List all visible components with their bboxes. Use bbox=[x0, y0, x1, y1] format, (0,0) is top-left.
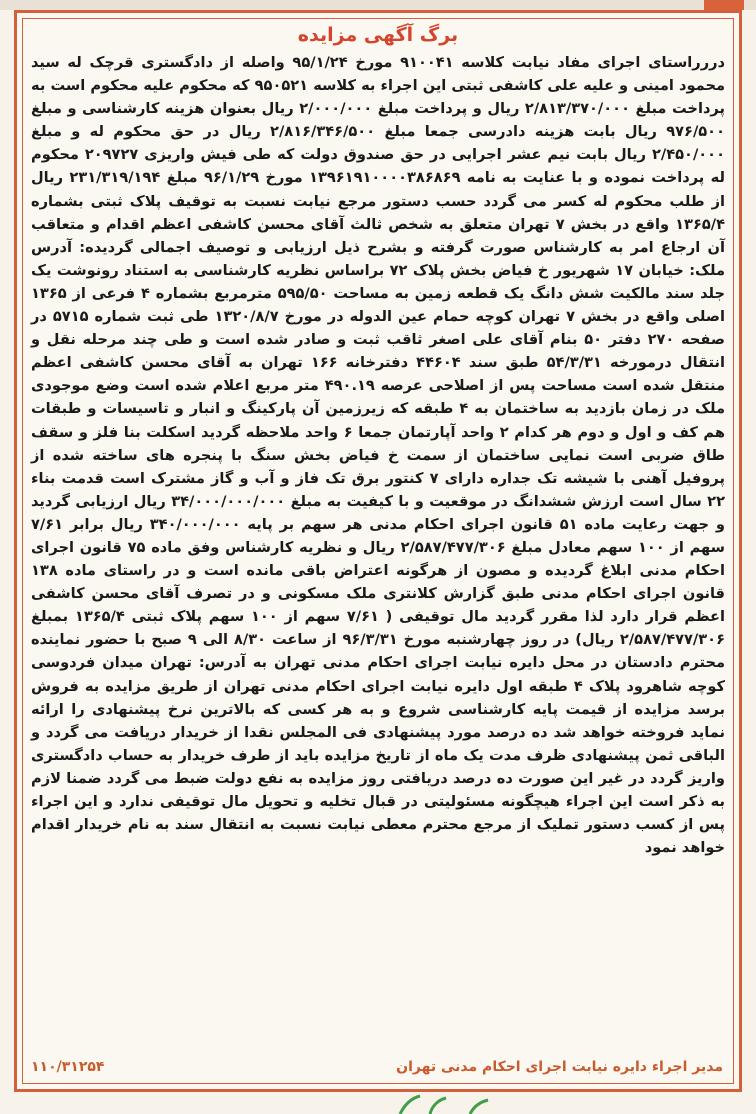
top-strip bbox=[0, 0, 756, 10]
notice-title: برگ آگهی مزایده bbox=[297, 24, 459, 46]
bottom-ornament bbox=[0, 1094, 756, 1114]
notice-ref-number: ۱۱۰/۳۱۲۵۴ bbox=[31, 1059, 105, 1075]
notice-signature: مدیر اجراء دایره نیابت اجرای احکام مدنی تهران bbox=[396, 1059, 723, 1075]
notice-body bbox=[31, 51, 725, 859]
notice-frame bbox=[14, 10, 742, 1092]
notice-body-paragraph: دررراستای اجرای مفاد نیابت کلاسه ۹۱۰۰۴۱ مورخ ۹۵/۱/۲۴ واصله از دادگستری قرچک له سید محمود امینی و علیه علی کاشفی ثبتی این اجراء به کلاسه ۹۵۰۵۲۱ که محکوم علیه محکوم است به پرداخت مبلغ ۲/۸۱۳/۳۷۰/۰۰۰ ریال و پرداخت مبلغ ۲/۰۰۰/۰۰۰ ریال بعنوان هزینه کارشناسی و مبلغ ۹۷۶/۵۰۰ ریال بابت هزینه دادرسی جمعا مبلغ ۲/۸۱۶/۳۴۶/۵۰۰ ریال در حق محکوم له و مبلغ ۲/۴۵۰/۰۰۰ ریال بابت نیم عشر اجرایی در حق صندوق دولت که طی فیش واریزی ۲۰۹۷۲۷ محکوم له پرداخت نموده و با عنایت به نامه ۱۳۹۶۱۹۱۰۰۰۰۳۸۶۸۶۹ مورخ ۹۶/۱/۲۹ مبلغ ۲۳۱/۳۱۹/۱۹۴ ریال از طلب محکوم له کسر می گردد حسب دستور مرجع نیابت نسبت به توقیف پلاک ثبتی بشماره ۱۳۶۵/۴ واقع در بخش ۷ تهران متعلق به شخص ثالث آقای محسن کاشفی اعظم اقدام و متعاقب آن ارجاع امر به کارشناس صورت گرفته و بشرح ذیل ارزیابی و توصیف اجمالی گردیده: آدرس ملک: خیابان ۱۷ شهریور خ فیاض بخش پلاک ۷۲ براساس نظریه کارشناسی به استناد رونوشت یک جلد سند مالکیت شش دانگ یک قطعه زمین به مساحت ۵۹۵/۵۰ مترمربع بشماره ۴ فرعی از ۱۳۶۵ اصلی واقع در بخش ۷ تهران کوچه حمام عین الدوله در مورخ ۱۳۲۰/۸/۷ طی ثبت شماره ۵۷۱۵ در صفحه ۲۷۰ دفتر ۵۰ بنام آقای علی اصغر ثاقب ثبت و صادر شده است و طی چند مرحله نقل و انتقال درمورخه ۵۴/۳/۳۱ طبق سند ۴۴۶۰۴ دفترخانه ۱۶۶ تهران به آقای محسن کاشفی اعظم منتقل شده است مساحت پس از اصلاحی عرصه ۴۹۰.۱۹ متر مربع اعلام شده است وضع موجودی ملک در زمان بازدید به ساختمان به ۴ طبقه که زیرزمین آن پارکینگ و انبار و تاسیسات و طبقات هم کف و اول و دوم هر کدام ۲ واحد آپارتمان جمعا ۶ واحد ملاحظه گردید اسکلت بنا فلز و سقف طاق ضربی است نمایی ساختمان از سمت خ فیاض بخش سنگ با پنجره های ساخته شده از پروفیل آهنی با شیشه تک جداره دارای ۷ کنتور برق تک فاز و آب و گاز مشترک است قدمت بناء ۲۲ سال است ارزش ششدانگ در موقعیت و با کیفیت به مبلغ ۳۴/۰۰۰/۰۰۰/۰۰۰ ریال ارزیابی گردید و جهت رعایت ماده ۵۱ قانون اجرای احکام مدنی هر سهم بر پایه ۳۴۰/۰۰۰/۰۰۰ ریال برابر ۷/۶۱ سهم از ۱۰۰ سهم معادل مبلغ ۲/۵۸۷/۴۷۷/۳۰۶ ریال و نظریه کارشناس وفق ماده ۷۵ قانون اجرای احکام مدنی ابلاغ گردیده و مصون از هرگونه اعتراض باقی مانده است و در راستای ماده ۱۳۸ قانون اجرای احکام مدنی طبق گزارش کلانتری ملک مسکونی و در تصرف آقای محسن کاشفی اعظم قرار دارد لذا مقرر گردید مال توقیفی ( ۷/۶۱ سهم از ۱۰۰ سهم پلاک ثبتی ۱۳۶۵/۴ بمبلغ ۲/۵۸۷/۴۷۷/۳۰۶ ریال) در روز چهارشنبه مورخ ۹۶/۳/۳۱ از ساعت ۸/۳۰ الی ۹ صبح با حضور نماینده محترم دادستان در محل دایره نیابت اجرای احکام مدنی تهران به آدرس: تهران میدان فردوسی کوچه شاهرود پلاک ۴ طبقه اول دایره نیابت اجرای احکام مدنی تهران از طریق مزایده به فروش برسد مزایده از قیمت پایه کارشناسی شروع و به هر کسی که بالاترین نرخ پیشنهادی را ارائه نماید فروخته خواهد شد ده درصد مورد پیشنهادی فی المجلس نقدا از خریدار دریافت می گردد و الباقی ثمن پیشنهادی ظرف مدت یک ماه از تاریخ مزایده باید از طرف خریدار به حساب دادگستری واریز گردد در غیر این صورت ده درصد دریافتی روز مزایده به نفع دولت ضبط می گردد ضمنا لازم به ذکر است این اجراء هیچگونه مسئولیتی در قبال تخلیه و تحویل مال توقیفی ندارد و این اجراء پس از کسب دستور تملیک از مرجع محترم معطی نیابت نسبت به انتقال سند به نام خریدار اقدام خواهد نمود bbox=[31, 54, 726, 857]
top-tab bbox=[704, 0, 744, 10]
